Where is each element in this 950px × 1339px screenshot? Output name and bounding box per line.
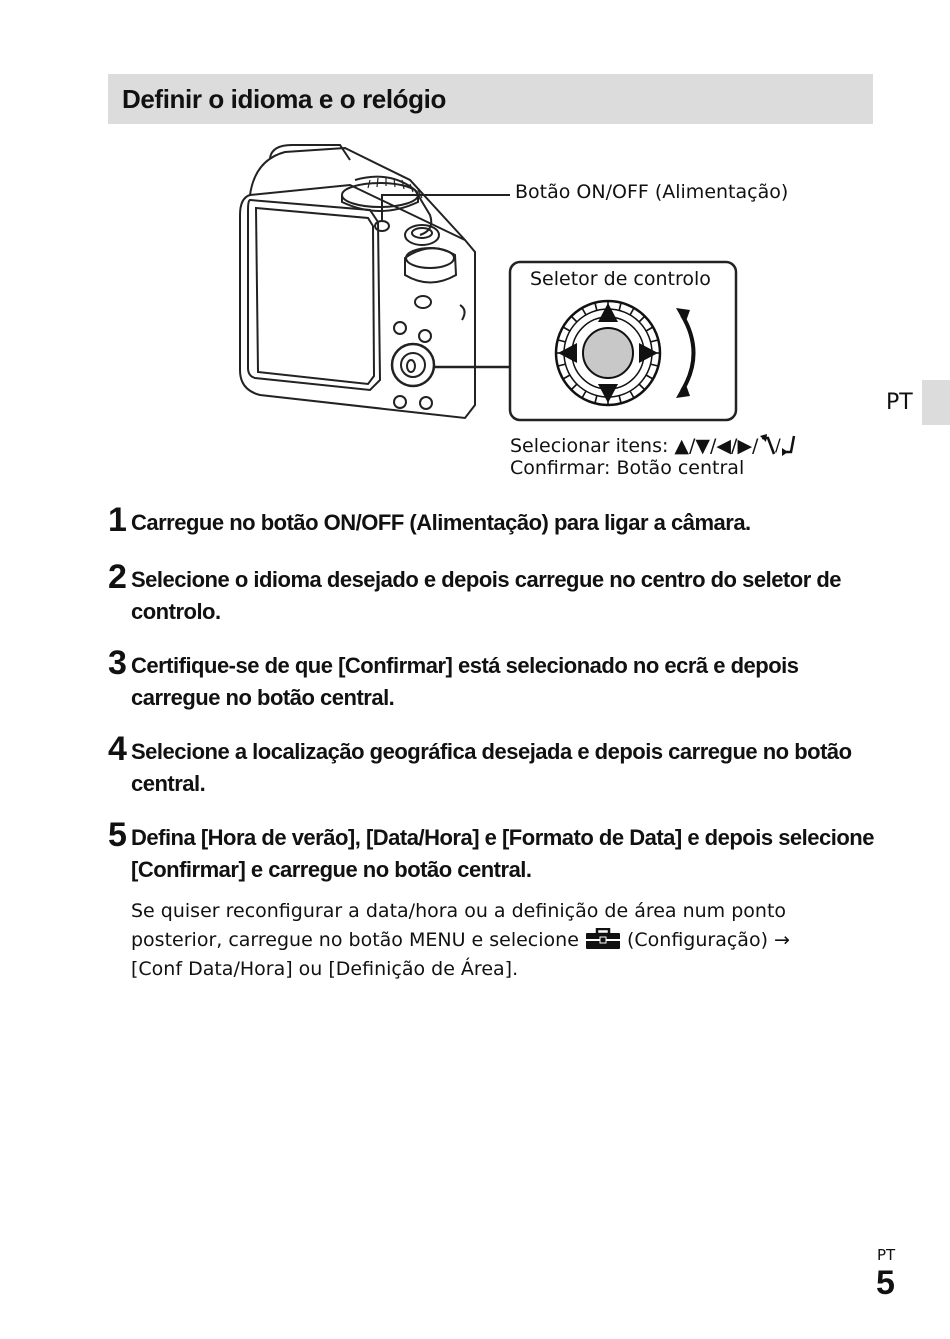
svg-text:/: / [775,436,782,456]
step-5 [108,816,878,886]
step-number: 4 [108,730,126,768]
note-line-3: [Conf Data/Hora] ou [Definição de Área]. [131,958,519,980]
step-number: 1 [108,501,126,539]
step-3 [108,644,878,714]
onoff-callout: Botão ON/OFF (Alimentação) [515,181,789,203]
note-line-1: Se quiser reconfigurar a data/hora ou a definição de área num ponto [131,900,787,922]
step-text: Selecione a localização geográfica desejada e depois carregue no botão central. [131,739,852,796]
section-title-bar [108,74,873,124]
rotate-up-arrow-icon [676,308,690,324]
footer-language: PT [877,1246,896,1264]
reconfigure-note [131,897,851,984]
step-text: Selecione o idioma desejado e depois carregue no centro do seletor de controlo. [131,567,842,624]
step-2 [108,558,878,628]
rotate-down-arrow-icon [676,382,690,398]
step-text: Certifique-se de que [Confirmar] está selecionado no ecrã e depois carregue no botão central. [131,653,799,710]
language-side-tab [922,380,950,425]
language-side-label: PT [886,390,913,415]
page-title: Definir o idioma e o relógio [122,84,446,114]
note-line-2a: posterior, carregue no botão MENU e selecione [131,929,579,951]
confirm-line: Confirmar: Botão central [510,457,745,479]
step-number: 5 [108,816,126,854]
step-4 [108,730,878,800]
note-line-2b: (Configuração) → [626,929,790,951]
toolbox-setup-icon [585,928,621,950]
selector-instructions [510,434,798,479]
step-number: 2 [108,558,126,596]
step-number: 3 [108,644,126,682]
rotate-icons [758,434,798,456]
control-wheel-diagram [556,301,694,405]
select-items-line [510,434,798,457]
page-number: 5 [876,1264,895,1302]
step-text: Carregue no botão ON/OFF (Alimentação) para ligar a câmara. [131,510,751,535]
step-text: Defina [Hora de verão], [Data/Hora] e [Formato de Data] e depois selecione [Confirmar] e carregue no botão central. [131,825,874,882]
step-1 [108,501,878,539]
select-items-text: Selecionar itens: ▲/▼/◀/▶/ [510,435,759,457]
note-line-2 [131,926,851,955]
selector-title: Seletor de controlo [530,268,711,290]
